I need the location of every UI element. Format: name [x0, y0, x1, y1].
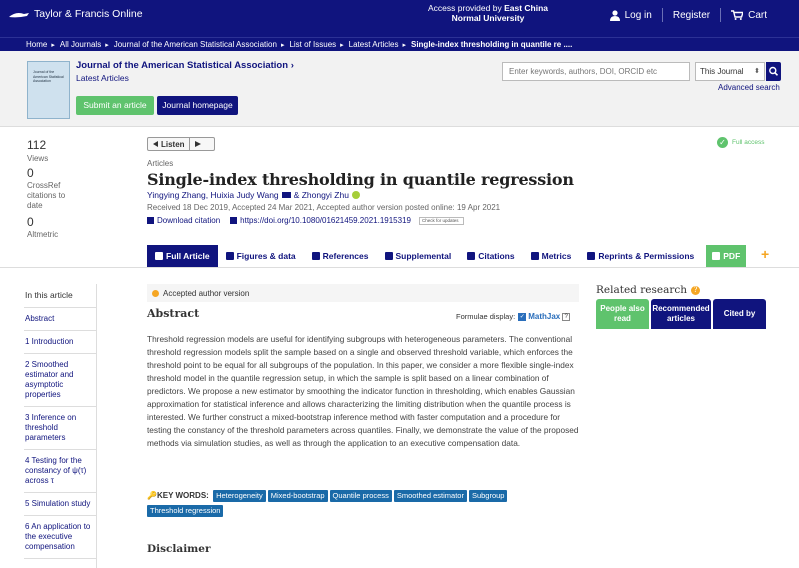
altmetric-label: Altmetric	[27, 230, 59, 239]
register-link[interactable]	[663, 10, 720, 21]
breadcrumb-list-of-issues[interactable]: List of Issues	[289, 40, 337, 49]
doi-link[interactable]: https://doi.org/10.1080/01621459.2021.1915319	[240, 216, 411, 225]
chevron-down-icon: ⬍	[754, 68, 760, 75]
breadcrumb-separator-icon: ▸	[51, 41, 55, 49]
cart-label: Cart	[748, 9, 767, 21]
author-3-link[interactable]: & Zhongyi Zhu	[293, 190, 349, 200]
printer-icon	[587, 252, 595, 260]
nav-item-simulation[interactable]: 5 Simulation study	[24, 493, 96, 516]
orcid-icon[interactable]	[352, 191, 360, 199]
nav-heading: In this article	[24, 284, 96, 308]
author-list	[147, 190, 360, 200]
cover-title: Journal of the American Statistical Association	[33, 70, 64, 83]
search-scope-select[interactable]	[695, 62, 765, 81]
related-research-title: Related research	[596, 284, 687, 296]
keyword-tag[interactable]: Smoothed estimator	[394, 490, 467, 502]
speaker-icon	[153, 141, 158, 147]
article-type: Articles	[147, 159, 174, 168]
article-nav	[24, 284, 97, 568]
journal-cover-image[interactable]	[27, 61, 70, 119]
chevron-right-icon: ›	[290, 60, 294, 71]
formulae-label: Formulae display:	[456, 312, 516, 321]
article-links	[147, 216, 464, 225]
journal-title: Journal of the American Statistical Association	[76, 60, 289, 71]
altmetric-count: 0	[27, 215, 34, 229]
related-research-tabs	[596, 299, 768, 329]
journal-header	[0, 51, 799, 127]
lamp-logo-icon	[8, 9, 30, 19]
breadcrumb-separator-icon: ▸	[105, 41, 109, 49]
breadcrumb-latest-articles[interactable]: Latest Articles	[348, 40, 399, 49]
tab-label: Supplemental	[395, 251, 452, 261]
doi-icon	[230, 217, 237, 224]
download-citation-link[interactable]: Download citation	[157, 216, 221, 225]
views-label: Views	[27, 154, 49, 163]
citation-icon	[467, 252, 475, 260]
search-button[interactable]	[766, 62, 781, 81]
play-icon	[190, 141, 206, 147]
nav-item-introduction[interactable]: 1 Introduction	[24, 331, 96, 354]
image-icon	[226, 252, 234, 260]
tab-figures[interactable]	[218, 245, 304, 267]
formulae-display	[456, 312, 570, 321]
plus-icon[interactable]: +	[761, 246, 770, 262]
nav-item-smoothed-estimator[interactable]: 2 Smoothed estimator and asymptotic properties	[24, 354, 96, 407]
accepted-version-label: Accepted author version	[163, 288, 250, 298]
breadcrumb-all-journals[interactable]: All Journals	[59, 40, 102, 49]
envelope-icon	[282, 192, 291, 198]
login-label: Log in	[624, 9, 652, 21]
tab-recommended-articles[interactable]: Recommended articles	[651, 299, 711, 329]
breadcrumb	[0, 37, 799, 51]
journal-title-link[interactable]	[76, 60, 294, 71]
tab-label: Figures & data	[236, 251, 296, 261]
article-tabs	[147, 245, 746, 267]
top-bar	[0, 0, 799, 37]
user-icon	[610, 10, 620, 21]
listen-button[interactable]	[147, 137, 215, 151]
account-links	[600, 0, 799, 30]
nav-item-abstract[interactable]: Abstract	[24, 308, 96, 331]
site-logo[interactable]	[8, 6, 143, 22]
crossref-count: 0	[27, 166, 34, 180]
tab-references[interactable]	[304, 245, 377, 267]
tab-metrics[interactable]	[523, 245, 580, 267]
accepted-version-notice	[147, 284, 579, 302]
listen-label-wrap	[148, 138, 190, 150]
nav-item-testing[interactable]: 4 Testing for the constancy of ψ(τ) across τ	[24, 450, 96, 493]
search-icon	[766, 62, 781, 81]
tab-label: PDF	[723, 251, 741, 261]
key-icon: 🔑	[147, 491, 157, 500]
access-label: Access provided by	[428, 3, 502, 13]
keyword-tag[interactable]: Quantile process	[330, 490, 392, 502]
info-icon	[152, 290, 159, 297]
journal-homepage-button[interactable]: Journal homepage	[157, 96, 238, 115]
tab-label: Full Article	[166, 251, 210, 261]
checkmark-icon: ✓	[717, 137, 728, 148]
site-logo-text: Taylor & Francis Online	[34, 8, 143, 20]
tab-pdf[interactable]	[706, 245, 746, 267]
breadcrumb-journal[interactable]: Journal of the American Statistical Association	[113, 40, 277, 49]
tab-label: Reprints & Permissions	[598, 251, 695, 261]
quote-icon	[147, 217, 154, 224]
keywords	[147, 489, 579, 519]
keyword-tag[interactable]: Mixed-bootstrap	[268, 490, 328, 502]
search-scope-value: This Journal	[700, 67, 744, 76]
listen-label: Listen	[161, 139, 185, 149]
article-dates: Received 18 Dec 2019, Accepted 24 Mar 2021, Accepted author version posted online: 19 Apr 2021	[147, 203, 501, 212]
tab-label: Metrics	[541, 251, 572, 261]
tab-reprints[interactable]	[579, 245, 702, 267]
pdf-icon	[712, 252, 720, 260]
keyword-tag[interactable]: Threshold regression	[147, 505, 223, 517]
cart-icon	[731, 10, 743, 20]
authors-link[interactable]: Yingying Zhang, Huixia Judy Wang	[147, 190, 279, 200]
disclaimer-heading: Disclaimer	[147, 543, 211, 555]
bar-chart-icon	[531, 252, 539, 260]
register-label: Register	[672, 9, 711, 21]
latest-articles-link[interactable]: Latest Articles	[76, 73, 129, 83]
document-icon	[155, 252, 163, 260]
nav-item-application[interactable]: 6 An application to the executive compensation	[24, 516, 96, 559]
help-icon[interactable]: ?	[562, 313, 570, 321]
breadcrumb-home[interactable]: Home	[26, 40, 48, 49]
keywords-label: KEY WORDS:	[156, 491, 209, 500]
divider	[0, 267, 799, 268]
nav-item-inference[interactable]: 3 Inference on threshold parameters	[24, 407, 96, 450]
books-icon	[312, 252, 320, 260]
breadcrumb-separator-icon: ▸	[280, 41, 285, 49]
breadcrumb-current: Single-index thresholding in quantile re ....	[410, 40, 573, 49]
tab-people-also-read[interactable]: People also read	[596, 299, 649, 329]
tab-supplemental[interactable]	[377, 245, 460, 267]
breadcrumb-separator-icon: ▸	[402, 41, 406, 49]
related-research-heading	[596, 284, 700, 296]
advanced-search-link[interactable]: Advanced search	[718, 83, 780, 92]
cart-link[interactable]	[721, 10, 799, 21]
tab-citations[interactable]	[459, 245, 522, 267]
keyword-tag[interactable]: Subgroup	[469, 490, 508, 502]
submit-article-button[interactable]: Submit an article	[76, 96, 154, 115]
abstract-text: Threshold regression models are useful for identifying subgroups with heterogeneous parameters. The conventional threshold regression models split the sample based on a single and observed threshold variable, which enforces the threshold point to be equal for all subgroups of the population. In this paper, we consider a more flexible single-index threshold model in the quantile regression setup, in which the sample is split based on a linear combination of predictors. We propose a new estimator by smoothing the indicator function in thresholding, which enables Gaussian approximation for statistical inference and allows characterizing the limiting distribution when the quantile process is interested. We further construct a mixed-bootstrap inference method with faster computation and a procedure for testing the constancy of the threshold parameters across quantiles. Finally, we demonstrate the value of the proposed methods via simulation studies, as well as through the application to an executive compensation data.	[147, 334, 579, 448]
mathjax-logo: MathJax	[528, 312, 561, 321]
breadcrumb-separator-icon: ▸	[340, 41, 344, 49]
keyword-tag[interactable]: Heterogeneity	[213, 490, 266, 502]
tab-full-article[interactable]	[147, 245, 218, 267]
login-link[interactable]	[600, 10, 662, 21]
access-notice	[428, 3, 548, 23]
mathjax-checkbox[interactable]: ✓	[519, 313, 525, 320]
tab-label: References	[322, 251, 369, 261]
article-title: Single-index thresholding in quantile regression	[147, 170, 574, 189]
full-access-badge	[717, 137, 765, 148]
check-for-updates-badge[interactable]: Check for updates	[419, 217, 464, 225]
views-count: 112	[27, 138, 47, 152]
search-input[interactable]	[502, 62, 690, 81]
plus-icon	[385, 252, 393, 260]
tab-label: Citations	[478, 251, 515, 261]
help-icon[interactable]: ?	[691, 286, 700, 295]
abstract-heading: Abstract	[147, 307, 200, 320]
access-org: East China Normal University	[451, 3, 549, 23]
full-access-label: Full access	[732, 139, 765, 146]
tab-cited-by[interactable]: Cited by	[713, 299, 766, 329]
crossref-label: CrossRef citations to date	[27, 181, 66, 210]
